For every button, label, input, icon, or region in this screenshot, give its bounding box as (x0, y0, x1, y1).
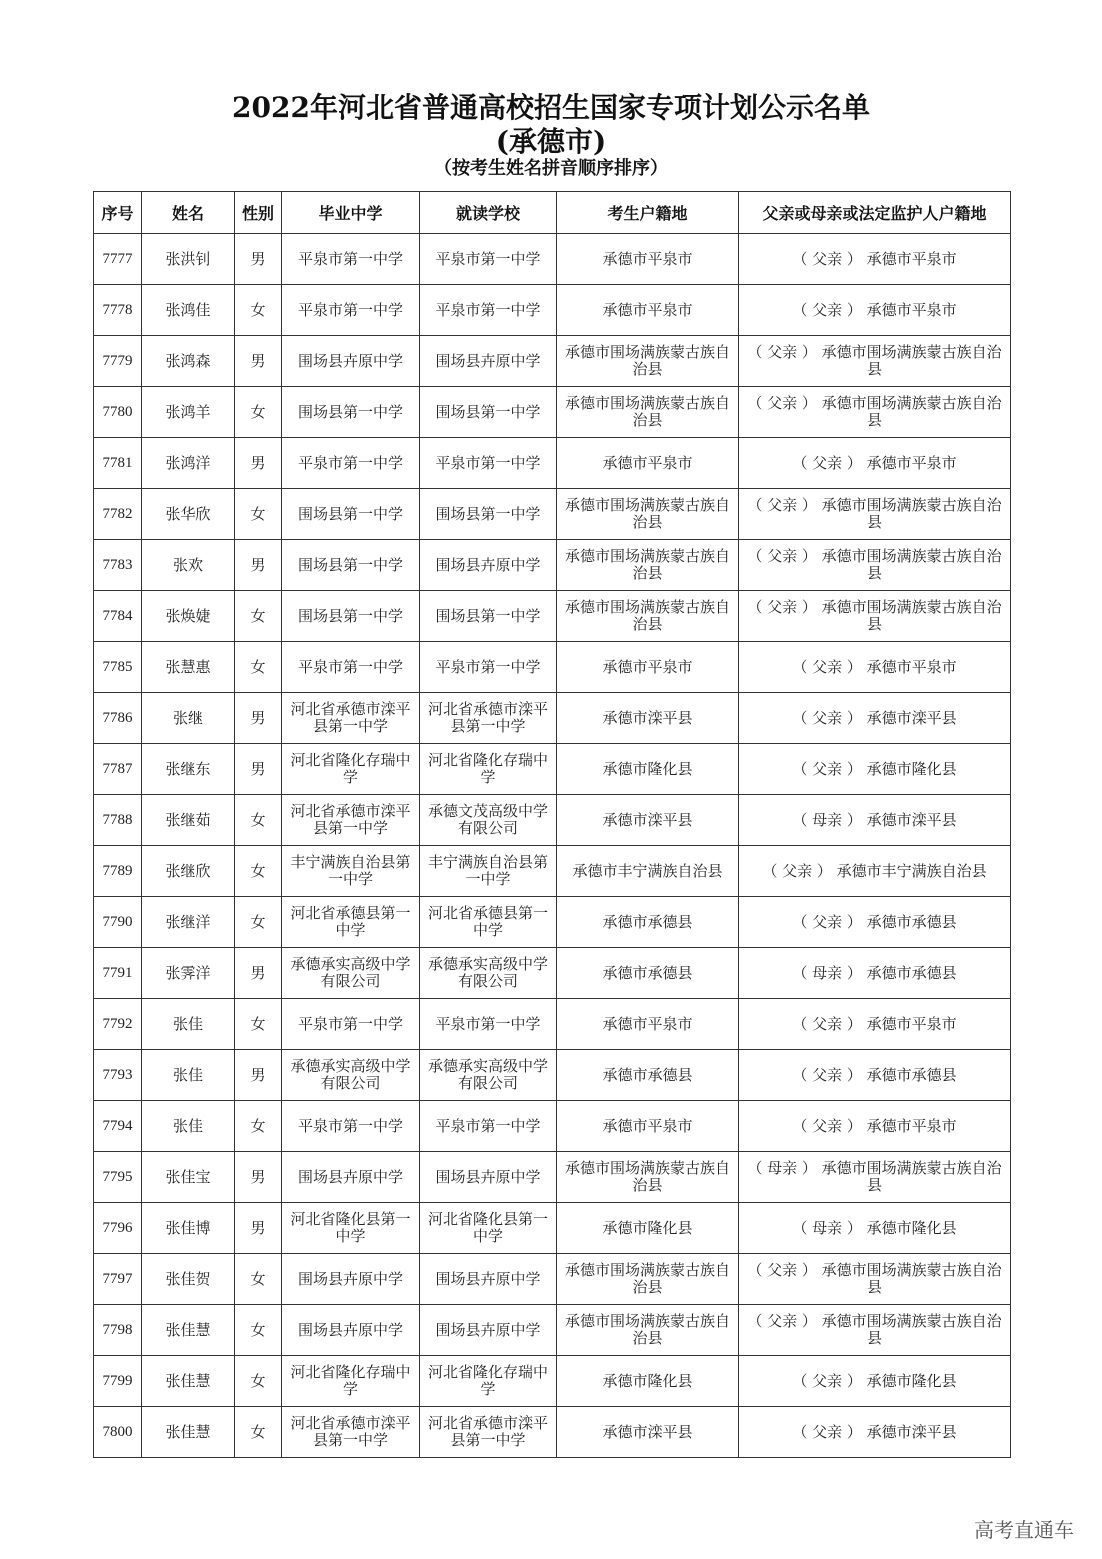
cell-current-school: 围场县卉原中学 (420, 336, 557, 387)
cell-guardian-household: （ 父亲 ） 承德市平泉市 (739, 234, 1011, 285)
cell-gender: 男 (235, 438, 282, 489)
cell-current-school: 围场县第一中学 (420, 591, 557, 642)
cell-name: 张欢 (142, 540, 235, 591)
cell-gender: 女 (235, 1356, 282, 1407)
cell-name: 张佳 (142, 1050, 235, 1101)
col-header-seq: 序号 (94, 192, 142, 234)
cell-guardian-household: （ 父亲 ） 承德市围场满族蒙古族自治县 (739, 489, 1011, 540)
cell-student-household: 承德市承德县 (557, 1050, 739, 1101)
cell-student-household: 承德市承德县 (557, 948, 739, 999)
cell-name: 张佳宝 (142, 1152, 235, 1203)
cell-gender: 女 (235, 285, 282, 336)
cell-student-household: 承德市隆化县 (557, 744, 739, 795)
cell-graduated-school: 围场县卉原中学 (282, 1152, 420, 1203)
cell-seq: 7794 (94, 1101, 142, 1152)
cell-current-school: 承德文茂高级中学有限公司 (420, 795, 557, 846)
cell-seq: 7795 (94, 1152, 142, 1203)
cell-name: 张鸿洋 (142, 438, 235, 489)
cell-guardian-household: （ 父亲 ） 承德市平泉市 (739, 285, 1011, 336)
cell-guardian-household: （ 父亲 ） 承德市平泉市 (739, 642, 1011, 693)
cell-name: 张鸿森 (142, 336, 235, 387)
table-row (94, 744, 1011, 795)
cell-seq: 7793 (94, 1050, 142, 1101)
cell-seq: 7790 (94, 897, 142, 948)
cell-graduated-school: 河北省隆化县第一中学 (282, 1203, 420, 1254)
cell-guardian-household: （ 父亲 ） 承德市丰宁满族自治县 (739, 846, 1011, 897)
cell-student-household: 承德市围场满族蒙古族自治县 (557, 489, 739, 540)
cell-gender: 女 (235, 1254, 282, 1305)
col-header-guardian-household: 父亲或母亲或法定监护人户籍地 (739, 192, 1011, 234)
cell-gender: 男 (235, 540, 282, 591)
cell-graduated-school: 河北省隆化存瑞中学 (282, 1356, 420, 1407)
cell-graduated-school: 河北省隆化存瑞中学 (282, 744, 420, 795)
table-row (94, 1254, 1011, 1305)
cell-seq: 7789 (94, 846, 142, 897)
cell-current-school: 围场县卉原中学 (420, 1254, 557, 1305)
table-row (94, 1305, 1011, 1356)
table-row (94, 1203, 1011, 1254)
cell-name: 张佳贺 (142, 1254, 235, 1305)
cell-current-school: 围场县第一中学 (420, 489, 557, 540)
watermark-text: 高考直通车 (974, 1518, 1074, 1542)
cell-graduated-school: 平泉市第一中学 (282, 999, 420, 1050)
document-title: 2022年河北省普通高校招生国家专项计划公示名单 (232, 91, 870, 124)
col-header-graduated-school: 毕业中学 (282, 192, 420, 234)
cell-name: 张继欣 (142, 846, 235, 897)
cell-graduated-school: 平泉市第一中学 (282, 234, 420, 285)
cell-name: 张继洋 (142, 897, 235, 948)
cell-student-household: 承德市围场满族蒙古族自治县 (557, 591, 739, 642)
cell-graduated-school: 围场县卉原中学 (282, 1254, 420, 1305)
cell-gender: 女 (235, 1407, 282, 1458)
cell-seq: 7786 (94, 693, 142, 744)
cell-graduated-school: 河北省承德市滦平县第一中学 (282, 1407, 420, 1458)
table-row (94, 1356, 1011, 1407)
cell-student-household: 承德市隆化县 (557, 1356, 739, 1407)
cell-student-household: 承德市隆化县 (557, 1203, 739, 1254)
cell-student-household: 承德市滦平县 (557, 1407, 739, 1458)
table-row (94, 1407, 1011, 1458)
cell-seq: 7782 (94, 489, 142, 540)
cell-graduated-school: 围场县卉原中学 (282, 336, 420, 387)
cell-graduated-school: 围场县第一中学 (282, 387, 420, 438)
cell-gender: 男 (235, 948, 282, 999)
cell-current-school: 河北省隆化存瑞中学 (420, 744, 557, 795)
cell-current-school: 河北省承德县第一中学 (420, 897, 557, 948)
cell-seq: 7788 (94, 795, 142, 846)
cell-guardian-household: （ 母亲 ） 承德市滦平县 (739, 795, 1011, 846)
cell-graduated-school: 河北省承德县第一中学 (282, 897, 420, 948)
cell-graduated-school: 围场县第一中学 (282, 591, 420, 642)
cell-seq: 7783 (94, 540, 142, 591)
cell-name: 张慧惠 (142, 642, 235, 693)
cell-seq: 7785 (94, 642, 142, 693)
cell-graduated-school: 承德承实高级中学有限公司 (282, 1050, 420, 1101)
table-row (94, 999, 1011, 1050)
cell-guardian-household: （ 母亲 ） 承德市围场满族蒙古族自治县 (739, 1152, 1011, 1203)
cell-graduated-school: 平泉市第一中学 (282, 285, 420, 336)
cell-guardian-household: （ 父亲 ） 承德市围场满族蒙古族自治县 (739, 591, 1011, 642)
cell-guardian-household: （ 父亲 ） 承德市滦平县 (739, 1407, 1011, 1458)
cell-gender: 男 (235, 234, 282, 285)
cell-gender: 男 (235, 1152, 282, 1203)
cell-name: 张洪钊 (142, 234, 235, 285)
cell-current-school: 承德承实高级中学有限公司 (420, 948, 557, 999)
cell-seq: 7784 (94, 591, 142, 642)
cell-gender: 女 (235, 642, 282, 693)
cell-graduated-school: 承德承实高级中学有限公司 (282, 948, 420, 999)
cell-seq: 7798 (94, 1305, 142, 1356)
document-subtitle: (承德市) (495, 125, 607, 158)
cell-seq: 7779 (94, 336, 142, 387)
cell-guardian-household: （ 父亲 ） 承德市围场满族蒙古族自治县 (739, 1305, 1011, 1356)
table-row (94, 234, 1011, 285)
cell-student-household: 承德市平泉市 (557, 642, 739, 693)
cell-name: 张继茹 (142, 795, 235, 846)
cell-student-household: 承德市围场满族蒙古族自治县 (557, 1254, 739, 1305)
cell-student-household: 承德市滦平县 (557, 693, 739, 744)
cell-student-household: 承德市围场满族蒙古族自治县 (557, 1152, 739, 1203)
cell-gender: 男 (235, 336, 282, 387)
cell-student-household: 承德市平泉市 (557, 999, 739, 1050)
cell-gender: 男 (235, 693, 282, 744)
cell-guardian-household: （ 母亲 ） 承德市隆化县 (739, 1203, 1011, 1254)
cell-current-school: 丰宁满族自治县第一中学 (420, 846, 557, 897)
cell-current-school: 河北省隆化县第一中学 (420, 1203, 557, 1254)
cell-current-school: 围场县卉原中学 (420, 1152, 557, 1203)
cell-current-school: 平泉市第一中学 (420, 438, 557, 489)
cell-guardian-household: （ 父亲 ） 承德市隆化县 (739, 1356, 1011, 1407)
cell-guardian-household: （ 母亲 ） 承德市承德县 (739, 948, 1011, 999)
cell-guardian-household: （ 父亲 ） 承德市平泉市 (739, 1101, 1011, 1152)
cell-gender: 女 (235, 489, 282, 540)
table-row (94, 336, 1011, 387)
cell-seq: 7797 (94, 1254, 142, 1305)
cell-name: 张鸿佳 (142, 285, 235, 336)
cell-name: 张霁洋 (142, 948, 235, 999)
cell-gender: 女 (235, 387, 282, 438)
cell-guardian-household: （ 父亲 ） 承德市承德县 (739, 1050, 1011, 1101)
cell-student-household: 承德市平泉市 (557, 438, 739, 489)
cell-name: 张鸿羊 (142, 387, 235, 438)
cell-student-household: 承德市围场满族蒙古族自治县 (557, 1305, 739, 1356)
table-row (94, 693, 1011, 744)
cell-gender: 女 (235, 846, 282, 897)
col-header-name: 姓名 (142, 192, 235, 234)
cell-current-school: 平泉市第一中学 (420, 285, 557, 336)
table-row (94, 1101, 1011, 1152)
cell-name: 张佳 (142, 999, 235, 1050)
cell-current-school: 围场县卉原中学 (420, 540, 557, 591)
cell-guardian-household: （ 父亲 ） 承德市平泉市 (739, 999, 1011, 1050)
cell-graduated-school: 围场县第一中学 (282, 489, 420, 540)
table-row (94, 540, 1011, 591)
sort-note: （按考生姓名拼音顺序排序） (434, 158, 668, 179)
cell-current-school: 平泉市第一中学 (420, 1101, 557, 1152)
cell-student-household: 承德市平泉市 (557, 1101, 739, 1152)
cell-guardian-household: （ 父亲 ） 承德市围场满族蒙古族自治县 (739, 1254, 1011, 1305)
cell-guardian-household: （ 父亲 ） 承德市隆化县 (739, 744, 1011, 795)
cell-gender: 女 (235, 795, 282, 846)
cell-guardian-household: （ 父亲 ） 承德市滦平县 (739, 693, 1011, 744)
col-header-current-school: 就读学校 (420, 192, 557, 234)
table-row (94, 642, 1011, 693)
cell-gender: 男 (235, 744, 282, 795)
table-row (94, 795, 1011, 846)
cell-name: 张继东 (142, 744, 235, 795)
cell-student-household: 承德市承德县 (557, 897, 739, 948)
cell-guardian-household: （ 父亲 ） 承德市围场满族蒙古族自治县 (739, 336, 1011, 387)
cell-gender: 女 (235, 591, 282, 642)
cell-student-household: 承德市围场满族蒙古族自治县 (557, 387, 739, 438)
cell-student-household: 承德市围场满族蒙古族自治县 (557, 336, 739, 387)
cell-current-school: 平泉市第一中学 (420, 642, 557, 693)
table-row (94, 285, 1011, 336)
cell-graduated-school: 平泉市第一中学 (282, 642, 420, 693)
cell-current-school: 围场县卉原中学 (420, 1305, 557, 1356)
cell-graduated-school: 围场县第一中学 (282, 540, 420, 591)
cell-graduated-school: 平泉市第一中学 (282, 1101, 420, 1152)
cell-seq: 7778 (94, 285, 142, 336)
cell-gender: 女 (235, 999, 282, 1050)
table-row (94, 438, 1011, 489)
cell-graduated-school: 河北省承德市滦平县第一中学 (282, 693, 420, 744)
cell-name: 张佳慧 (142, 1407, 235, 1458)
table-header-row (94, 192, 1011, 234)
roster-table (93, 191, 1011, 1458)
cell-name: 张华欣 (142, 489, 235, 540)
cell-guardian-household: （ 父亲 ） 承德市围场满族蒙古族自治县 (739, 387, 1011, 438)
cell-seq: 7780 (94, 387, 142, 438)
cell-name: 张佳慧 (142, 1305, 235, 1356)
cell-current-school: 平泉市第一中学 (420, 999, 557, 1050)
cell-name: 张佳慧 (142, 1356, 235, 1407)
cell-seq: 7791 (94, 948, 142, 999)
cell-current-school: 河北省承德市滦平县第一中学 (420, 1407, 557, 1458)
cell-name: 张佳 (142, 1101, 235, 1152)
cell-current-school: 承德承实高级中学有限公司 (420, 1050, 557, 1101)
cell-graduated-school: 河北省承德市滦平县第一中学 (282, 795, 420, 846)
cell-seq: 7792 (94, 999, 142, 1050)
cell-name: 张继 (142, 693, 235, 744)
col-header-student-household: 考生户籍地 (557, 192, 739, 234)
table-row (94, 1050, 1011, 1101)
cell-name: 张佳博 (142, 1203, 235, 1254)
table-row (94, 948, 1011, 999)
cell-gender: 女 (235, 1101, 282, 1152)
cell-seq: 7781 (94, 438, 142, 489)
col-header-gender: 性别 (235, 192, 282, 234)
cell-gender: 女 (235, 1305, 282, 1356)
cell-current-school: 围场县第一中学 (420, 387, 557, 438)
cell-current-school: 河北省隆化存瑞中学 (420, 1356, 557, 1407)
table-row (94, 897, 1011, 948)
cell-guardian-household: （ 父亲 ） 承德市围场满族蒙古族自治县 (739, 540, 1011, 591)
cell-seq: 7799 (94, 1356, 142, 1407)
table-row (94, 846, 1011, 897)
cell-guardian-household: （ 父亲 ） 承德市平泉市 (739, 438, 1011, 489)
cell-current-school: 平泉市第一中学 (420, 234, 557, 285)
table-row (94, 489, 1011, 540)
cell-graduated-school: 丰宁满族自治县第一中学 (282, 846, 420, 897)
table-row (94, 387, 1011, 438)
cell-current-school: 河北省承德市滦平县第一中学 (420, 693, 557, 744)
cell-graduated-school: 围场县卉原中学 (282, 1305, 420, 1356)
cell-student-household: 承德市围场满族蒙古族自治县 (557, 540, 739, 591)
cell-student-household: 承德市平泉市 (557, 285, 739, 336)
cell-seq: 7787 (94, 744, 142, 795)
cell-graduated-school: 平泉市第一中学 (282, 438, 420, 489)
cell-name: 张焕婕 (142, 591, 235, 642)
cell-gender: 女 (235, 897, 282, 948)
cell-student-household: 承德市丰宁满族自治县 (557, 846, 739, 897)
cell-student-household: 承德市平泉市 (557, 234, 739, 285)
cell-seq: 7800 (94, 1407, 142, 1458)
cell-student-household: 承德市滦平县 (557, 795, 739, 846)
table-body (94, 234, 1011, 1458)
cell-gender: 男 (235, 1050, 282, 1101)
cell-seq: 7777 (94, 234, 142, 285)
cell-gender: 男 (235, 1203, 282, 1254)
cell-seq: 7796 (94, 1203, 142, 1254)
table-row (94, 1152, 1011, 1203)
cell-guardian-household: （ 父亲 ） 承德市承德县 (739, 897, 1011, 948)
table-row (94, 591, 1011, 642)
